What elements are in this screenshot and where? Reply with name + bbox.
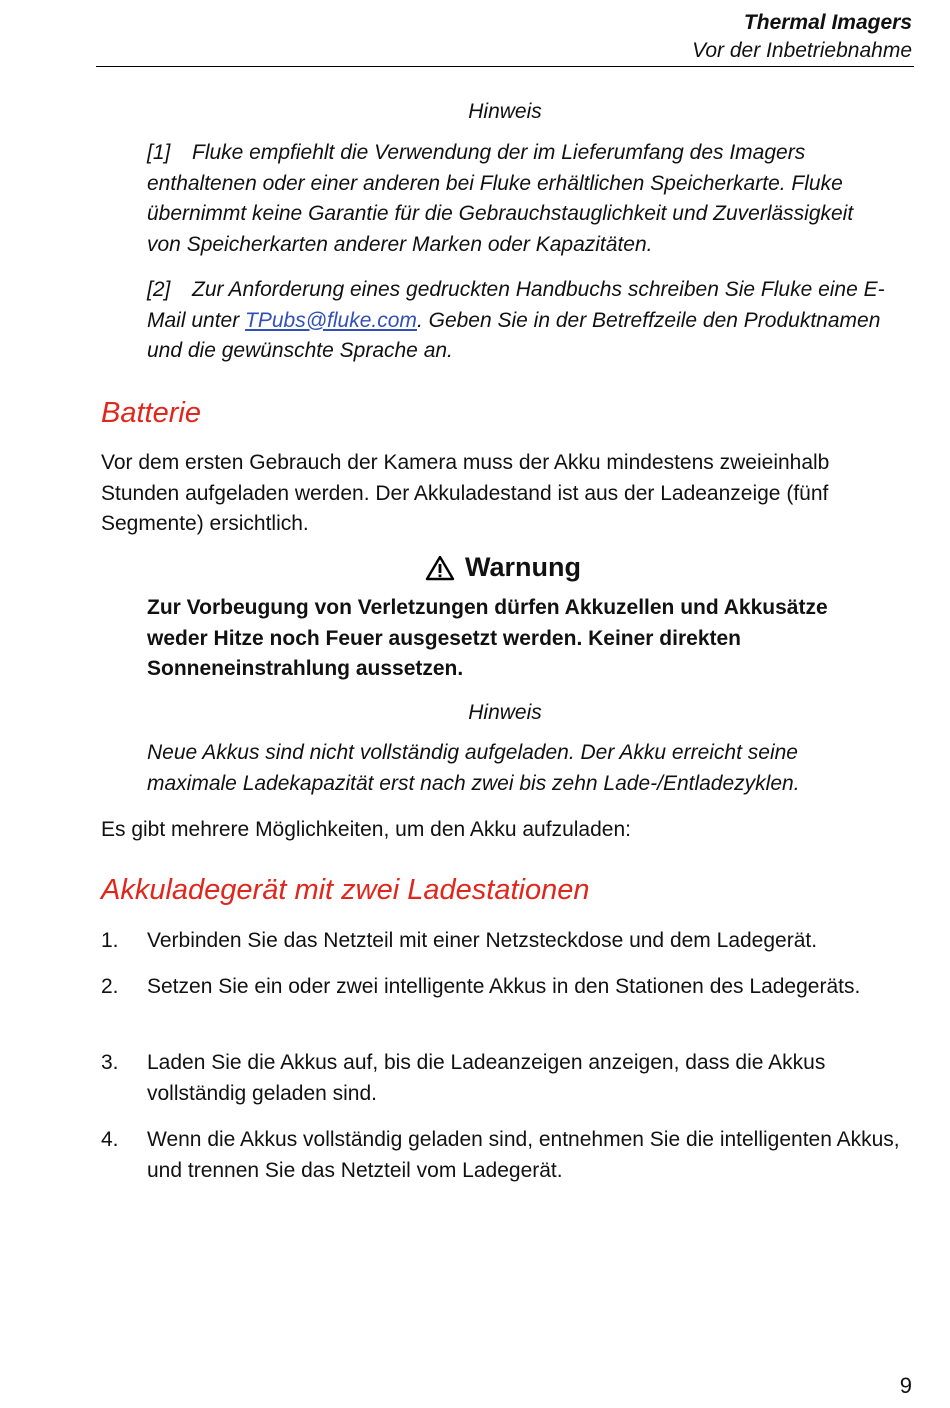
- step-number: 1.: [101, 929, 119, 952]
- note-item-text-after: . Geben Sie in der Betreffzeile den Produktnamen und die gewünschte Sprache an.: [147, 308, 881, 362]
- list-item: [101, 1048, 911, 1109]
- section-subtitle: Vor der Inbetriebnahme: [692, 39, 912, 62]
- warning-text: Zur Vorbeugung von Verletzungen dürfen Akkuzellen und Akkusätze weder Hitze noch Feuer ausgesetzt werden. Keiner direkten Sonneneinstrahlung aussetzen.: [147, 596, 828, 680]
- warning-heading: [425, 552, 581, 583]
- header-divider: [96, 66, 914, 67]
- page-number: 9: [899, 1373, 912, 1398]
- document-title: Thermal Imagers: [743, 11, 912, 34]
- step-number: 2.: [101, 975, 119, 998]
- note-item-text: Fluke empfiehlt die Verwendung der im Lieferumfang des Imagers enthaltenen oder einer anderen bei Fluke erhältlichen Speicherkarte. Fluke übernimmt keine Garantie für die Gebrauchstauglichkeit und Zuverlässigkeit von Speicherkarten anderer Marken oder Kapazitäten.: [147, 141, 854, 256]
- step-number: 4.: [101, 1128, 119, 1151]
- battery-intro: Vor dem ersten Gebrauch der Kamera muss der Akku mindestens zweieinhalb Stunden aufgeladen werden. Der Akkuladestand ist aus der Ladeanzeige (fünf Segmente) ersichtlich.: [101, 451, 830, 535]
- note-item-text-before: Zur Anforderung eines gedruckten Handbuchs schreiben Sie Fluke eine E-Mail unter: [147, 278, 885, 332]
- step-text: Wenn die Akkus vollständig geladen sind, entnehmen Sie die intelligenten Akkus, und trennen Sie das Netzteil vom Ladegerät.: [147, 1128, 900, 1182]
- warning-triangle-icon: [425, 555, 455, 581]
- note-item-1: [147, 138, 887, 260]
- step-text: Setzen Sie ein oder zwei intelligente Akkus in den Stationen des Ladegeräts.: [147, 975, 861, 998]
- step-number: 3.: [101, 1051, 119, 1074]
- list-item: [101, 926, 911, 957]
- list-item: [101, 972, 911, 1003]
- note-item-tag: [2]: [147, 278, 171, 301]
- list-item: [101, 1125, 911, 1186]
- email-link[interactable]: TPubs@fluke.com: [245, 308, 417, 332]
- note-item-tag: [1]: [147, 141, 171, 164]
- step-text: Laden Sie die Akkus auf, bis die Ladeanzeigen anzeigen, dass die Akkus vollständig geladen sind.: [147, 1051, 826, 1105]
- note-heading: Hinweis: [468, 100, 542, 123]
- section-heading-battery: Batterie: [101, 397, 201, 429]
- warning-title: Warnung: [465, 552, 581, 582]
- note-item-2: [147, 275, 887, 367]
- note-heading: Hinweis: [468, 701, 542, 724]
- subsection-heading-charger: Akkuladegerät mit zwei Ladestationen: [101, 874, 590, 906]
- battery-note-text: Neue Akkus sind nicht vollständig aufgeladen. Der Akku erreicht seine maximale Ladekapazität erst nach zwei bis zehn Lade-/Entladezyklen.: [147, 741, 800, 795]
- charging-options-text: Es gibt mehrere Möglichkeiten, um den Akku aufzuladen:: [101, 818, 631, 841]
- step-text: Verbinden Sie das Netzteil mit einer Netzsteckdose und dem Ladegerät.: [147, 929, 818, 952]
